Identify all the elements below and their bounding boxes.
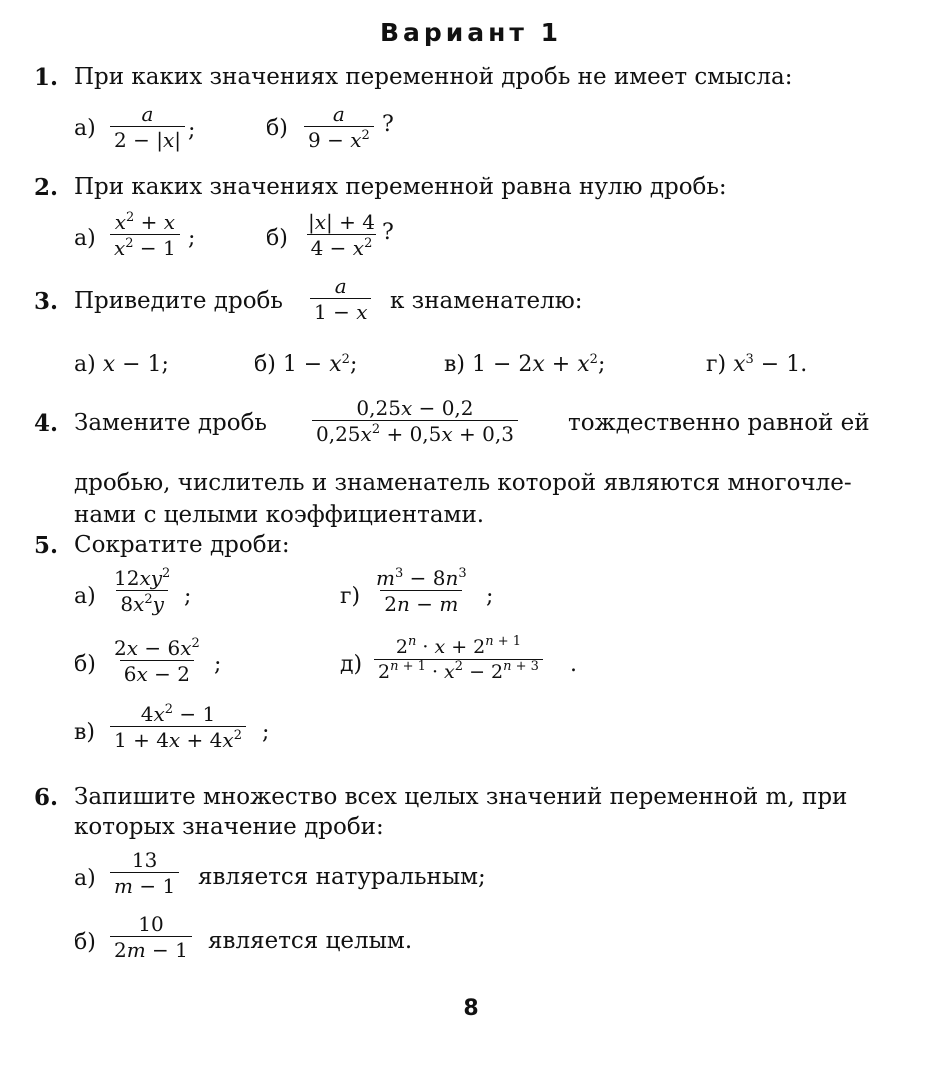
- task-3-number: 3.: [34, 288, 59, 315]
- task-1b-label: б): [266, 116, 288, 141]
- fraction-denominator: $2^{n + 1} \cdot x^2 - 2^{n + 3}$: [374, 659, 543, 682]
- task-2b-fraction: [304, 212, 379, 258]
- fraction-numerator: 10: [138, 912, 164, 936]
- fraction-denominator: $1 + 4x + 4x^2$: [110, 726, 246, 750]
- task-6-line-2: которых значение дроби:: [74, 814, 384, 840]
- task-6-number: 6.: [34, 784, 59, 811]
- fraction-denominator: $4 - x^2$: [307, 234, 377, 258]
- task-3b-option: б) $1 - x^2$;: [254, 352, 358, 377]
- fraction-denominator: 6x − 2: [120, 660, 194, 684]
- fraction-numerator: $12xy^2$: [114, 566, 171, 590]
- task-5c-punct: ;: [262, 720, 270, 745]
- task-3d-option: г) $x^3 - 1$.: [706, 352, 808, 377]
- task-1a-label: а): [74, 116, 96, 141]
- task-4-text: Замените дробь: [74, 410, 267, 436]
- task-1-number: 1.: [34, 64, 59, 91]
- task-1a-punct: ;: [188, 118, 196, 143]
- task-6b-label: б): [74, 930, 96, 955]
- task-6a-text: является натуральным;: [198, 864, 486, 890]
- task-5a-punct: ;: [184, 584, 192, 609]
- task-2-text: При каких значениях переменной равна нулю дробь:: [74, 174, 727, 200]
- task-5b-punct: ;: [214, 652, 222, 677]
- task-4-line-3: нами с целыми коэффициентами.: [74, 502, 485, 528]
- task-4-line-2: дробью, числитель и знаменатель которой являются многочле-: [74, 470, 852, 496]
- task-2b-label: б): [266, 226, 288, 251]
- fraction-numerator: a: [332, 102, 345, 126]
- fraction-numerator: $4x^2 - 1$: [140, 702, 216, 726]
- task-1a-fraction: [110, 104, 185, 150]
- task-5c-fraction: [110, 704, 246, 750]
- fraction-denominator: 1 − x: [310, 298, 371, 322]
- fraction-numerator: $2^n \cdot x + 2^{n + 1}$: [395, 634, 522, 658]
- page-title: Вариант 1: [379, 18, 563, 47]
- task-3-text: Приведите дробь: [74, 288, 283, 314]
- task-5d-punct: ;: [486, 584, 494, 609]
- fraction-numerator: $x^2 + x$: [114, 210, 176, 234]
- fraction-numerator: 0,25x − 0,2: [356, 396, 474, 420]
- task-5d-fraction: [372, 568, 471, 614]
- fraction-denominator: 2m − 1: [110, 936, 192, 960]
- fraction-denominator: $9 - x^2$: [304, 126, 374, 150]
- fraction-denominator: m − 1: [110, 872, 179, 896]
- task-6b-fraction: [110, 914, 192, 960]
- task-5a-fraction: [110, 568, 174, 614]
- fraction-denominator: 2 − |x|: [110, 126, 185, 150]
- fraction-denominator: $0,25x^2 + 0,5x + 0,3$: [312, 420, 518, 444]
- fraction-numerator: a: [334, 274, 347, 298]
- task-6a-label: а): [74, 866, 96, 891]
- task-2-number: 2.: [34, 174, 59, 201]
- fraction-denominator: 2n − m: [380, 590, 462, 614]
- fraction-numerator: 13: [131, 848, 158, 872]
- task-3-text-after: к знаменателю:: [390, 288, 583, 314]
- task-5e-label: д): [340, 652, 363, 677]
- task-3-fraction: [310, 276, 371, 322]
- fraction-numerator: a: [141, 102, 154, 126]
- task-5b-label: б): [74, 652, 96, 677]
- task-4-text-after: тождественно равной ей: [568, 410, 870, 436]
- task-5-text: Сократите дроби:: [74, 532, 290, 558]
- task-5e-punct: .: [570, 652, 577, 677]
- task-5c-label: в): [74, 720, 95, 745]
- fraction-denominator: $8x^2y$: [116, 590, 168, 614]
- fraction-numerator: |x| + 4: [308, 210, 375, 234]
- task-4-fraction: [312, 398, 518, 444]
- fraction-numerator: $m^3 - 8n^3$: [376, 566, 467, 590]
- task-2a-fraction: [110, 212, 180, 258]
- task-5a-label: а): [74, 584, 96, 609]
- task-2b-punct: ?: [382, 220, 394, 245]
- page-number: 8: [463, 996, 479, 1021]
- task-5b-fraction: [110, 638, 204, 684]
- task-3a-option: а) x − 1;: [74, 352, 169, 377]
- task-6-line-1: Запишите множество всех целых значений переменной m, при: [74, 784, 848, 810]
- task-4-number: 4.: [34, 410, 59, 437]
- task-5-number: 5.: [34, 532, 59, 559]
- task-1b-fraction: [304, 104, 374, 150]
- fraction-denominator: $x^2 - 1$: [110, 234, 180, 258]
- task-2a-label: а): [74, 226, 96, 251]
- task-5d-label: г): [340, 584, 361, 609]
- task-5e-fraction: [374, 634, 543, 683]
- task-3c-option: в) $1 - 2x + x^2$;: [444, 352, 606, 377]
- task-1b-punct: ?: [382, 112, 394, 137]
- task-1-text: При каких значениях переменной дробь не имеет смысла:: [74, 64, 793, 90]
- fraction-numerator: $2x - 6x^2$: [114, 636, 200, 660]
- task-2a-punct: ;: [188, 226, 196, 251]
- task-6b-text: является целым.: [208, 928, 413, 954]
- task-6a-fraction: [110, 850, 179, 896]
